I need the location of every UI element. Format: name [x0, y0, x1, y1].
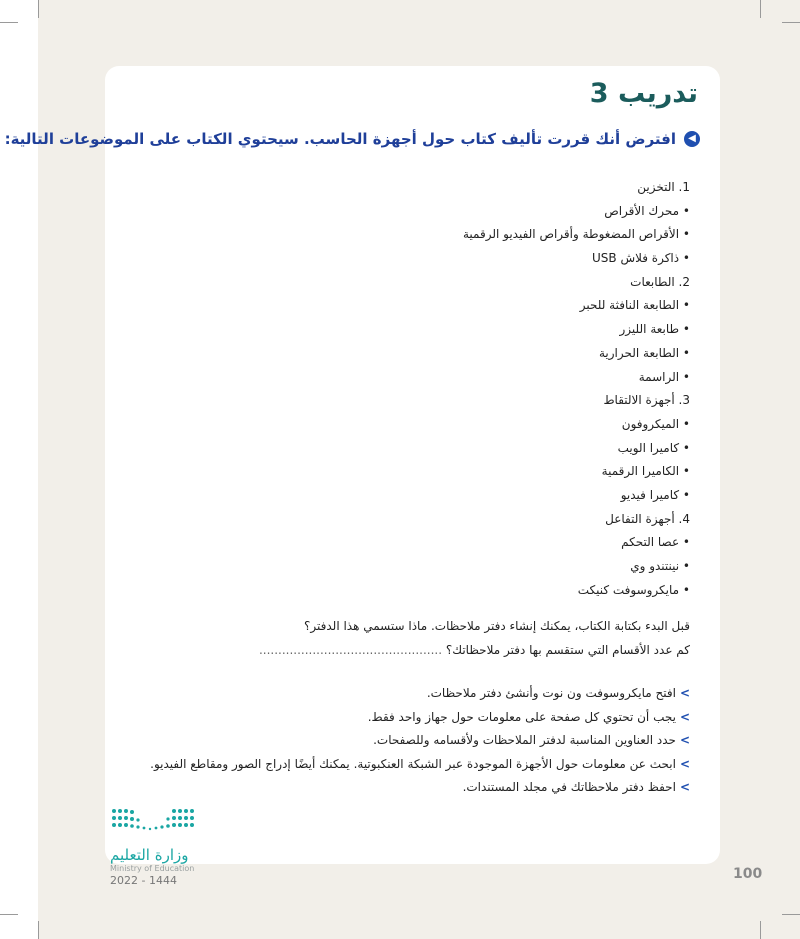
exercise-title: تدريب 3 — [589, 78, 698, 109]
ministry-name-ar: وزارة التعليم — [110, 846, 189, 864]
outline-item: 1. التخزين — [637, 180, 690, 194]
outline-item: • عصا التحكم — [621, 535, 690, 550]
arrow-icon: > — [679, 780, 690, 794]
outline-item: • محرك الأقراص — [604, 203, 690, 218]
ministry-name-en: Ministry of Education — [110, 864, 195, 873]
crop-mark — [760, 921, 761, 939]
crop-mark — [760, 0, 761, 18]
outline-item: 3. أجهزة الالتقاط — [603, 393, 690, 408]
step-item — [70, 729, 690, 753]
answer-line: ................................................ — [258, 643, 443, 657]
crop-mark — [0, 914, 18, 915]
crop-mark — [782, 22, 800, 23]
ministry-year: 2022 - 1444 — [110, 874, 177, 887]
crop-mark — [38, 0, 39, 18]
outline-item: • الميكروفون — [621, 416, 690, 431]
chevron-left-circle-icon: ◀ — [684, 131, 700, 147]
step-text: ابحث عن معلومات حول الأجهزة الموجودة عبر الشبكة العنكبوتية. يمكنك أيضًا إدراج الصور ومقاطع الفيديو. — [150, 756, 676, 771]
arrow-icon: > — [679, 756, 690, 771]
step-item — [70, 776, 690, 800]
step-text: افتح مايكروسوفت ون نوت وأنشئ دفتر ملاحظات. — [426, 686, 676, 700]
outline-item: • ذاكرة فلاش USB — [591, 251, 690, 266]
step-item — [70, 753, 690, 777]
outline-item: • مايكروسوفت كنيكت — [577, 582, 690, 597]
arrow-icon: > — [679, 686, 690, 700]
outline-item: 4. أجهزة التفاعل — [605, 511, 690, 526]
outline-item: • الطابعة الحرارية — [598, 345, 690, 360]
question-sections-count — [90, 638, 690, 662]
arrow-icon: > — [679, 733, 690, 747]
step-text: احفظ دفتر ملاحظاتك في مجلد المستندات. — [462, 780, 676, 794]
step-item — [70, 706, 690, 730]
instruction-steps — [70, 682, 690, 800]
arrow-icon: > — [679, 709, 690, 724]
outline-item: • الطابعة النافثة للحبر — [579, 298, 690, 313]
outline-item: 2. الطابعات — [630, 274, 690, 289]
questions — [90, 614, 690, 662]
outline-item: • الأقراص المضغوطة وأقراص الفيديو الرقمية — [462, 227, 690, 242]
topics-outline — [290, 176, 690, 602]
question-notebook-name: قبل البدء بكتابة الكتاب، يمكنك إنشاء دفتر ملاحظات. ماذا ستسمي هذا الدفتر؟ — [304, 619, 690, 633]
outline-item: • كاميرا فيديو — [620, 487, 690, 502]
question-text: كم عدد الأقسام التي ستقسم بها دفتر ملاحظاتك؟ — [445, 643, 690, 657]
outline-item: • الراسمة — [638, 369, 690, 384]
step-text: حدد العناوين المناسبة لدفتر الملاحظات ولأقسامه وللصفحات. — [373, 733, 676, 747]
outline-item: • الكاميرا الرقمية — [601, 464, 690, 479]
crop-mark — [782, 914, 800, 915]
crop-mark — [0, 22, 18, 23]
outline-item: • طابعة الليزر — [619, 322, 690, 337]
logo-dots-icon — [110, 806, 202, 838]
step-text: يجب أن تحتوي كل صفحة على معلومات حول جهاز واحد فقط. — [367, 709, 676, 724]
intro-text: افترض أنك قررت تأليف كتاب حول أجهزة الحاسب. سيحتوي الكتاب على الموضوعات التالية: — [4, 130, 676, 148]
exercise-intro — [5, 130, 700, 148]
outline-item: • كاميرا الويب — [617, 440, 690, 455]
crop-mark — [38, 921, 39, 939]
page-number: 100 — [733, 866, 763, 882]
step-item — [70, 682, 690, 706]
outline-item: • نينتندو وي — [630, 559, 690, 573]
